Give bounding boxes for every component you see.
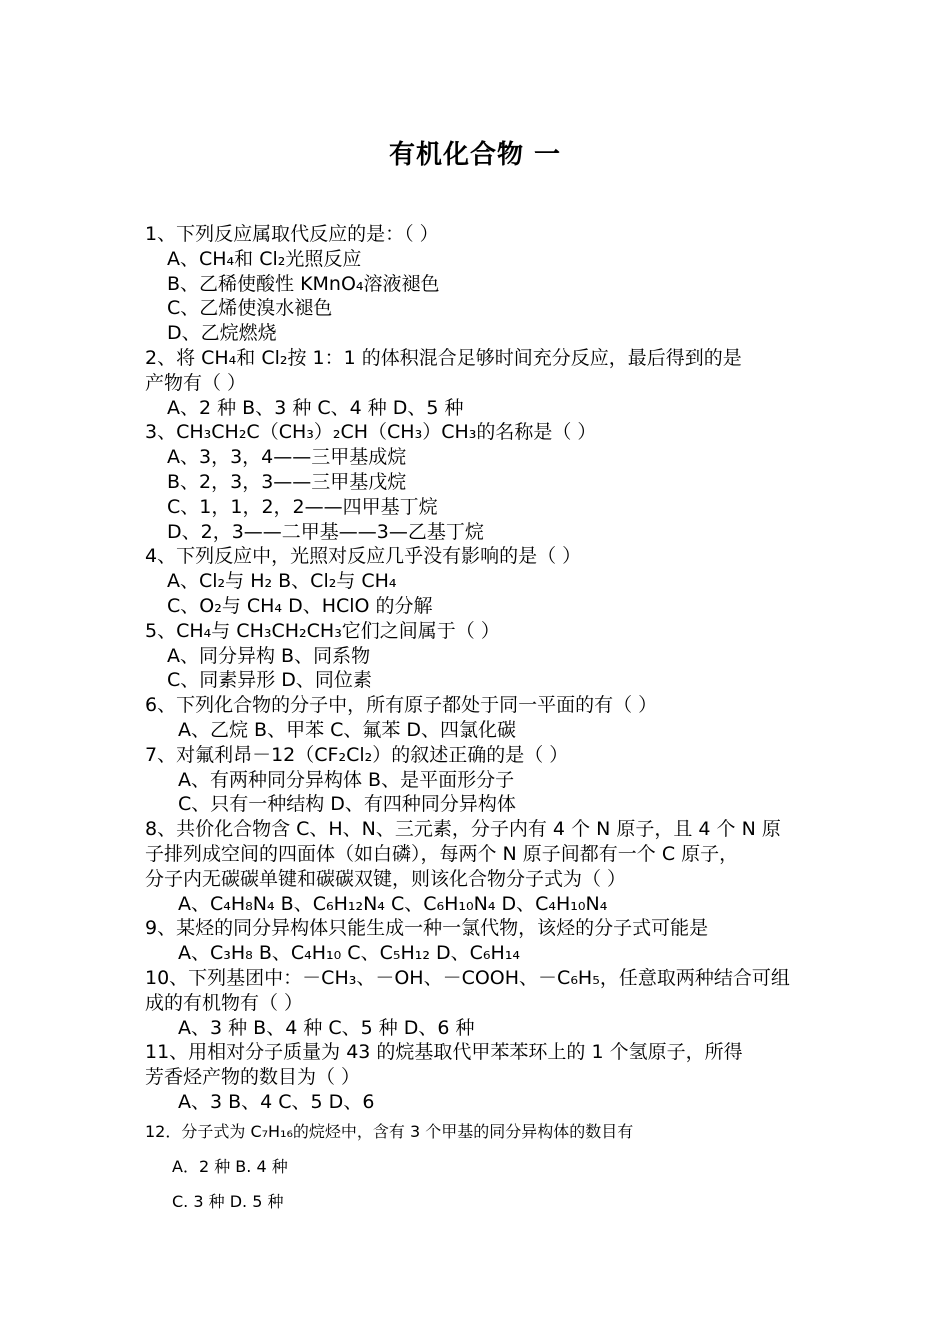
answer-option-line: A、3 种 B、4 种 C、5 种 D、6 种 [178,1016,475,1039]
answer-option-line: A、Cl₂与 H₂ B、Cl₂与 CH₄ [167,570,397,593]
question-line: 7、对氟利昂－12（CF₂Cl₂）的叙述正确的是（ ） [145,743,569,766]
question-line: 6、下列化合物的分子中，所有原子都处于同一平面的有（ ） [145,694,658,717]
answer-option-line: A、CH₄和 Cl₂光照反应 [167,247,362,270]
question-line: 2、将 CH₄和 Cl₂按 1：1 的体积混合足够时间充分反应，最后得到的是 [145,346,742,369]
question-12-options-cd: C. 3 种 D. 5 种 [172,1192,284,1211]
question-line: 8、共价化合物含 C、H、N、三元素，分子内有 4 个 N 原子，且 4 个 N 原 [145,818,781,841]
answer-option-line: A、C₃H₈ B、C₄H₁₀ C、C₅H₁₂ D、C₆H₁₄ [178,942,521,965]
question-line: 4、下列反应中，光照对反应几乎没有影响的是（ ） [145,545,582,568]
answer-option-line: D、2，3——二甲基——3—乙基丁烷 [167,520,484,543]
page-title: 有机化合物 一 [388,140,562,170]
question-12-stem: 12．分子式为 C₇H₁₆的烷烃中，含有 3 个甲基的同分异构体的数目有 [145,1122,634,1141]
question-line: 5、CH₄与 CH₃CH₂CH₃它们之间属于（ ） [145,619,500,642]
answer-option-line: C、1，1，2，2——四甲基丁烷 [167,495,438,518]
question-line: 分子内无碳碳单键和碳碳双键，则该化合物分子式为（ ） [145,867,627,890]
answer-option-line: D、乙烷燃烧 [167,322,277,345]
answer-option-line: A、有两种同分异构体 B、是平面形分子 [178,768,515,791]
answer-option-line: A、同分异构 B、同系物 [167,644,371,667]
question-12-options-ab: A．2 种 B. 4 种 [172,1157,288,1176]
answer-option-line: C、只有一种结构 D、有四种同分异构体 [178,793,516,816]
question-line: 子排列成空间的四面体（如白磷），每两个 N 原子间都有一个 C 原子， [145,842,739,865]
answer-option-line: C、乙烯使溴水褪色 [167,297,333,320]
answer-option-line: C、O₂与 CH₄ D、HClO 的分解 [167,594,433,617]
question-line: 3、CH₃CH₂C（CH₃）₂CH（CH₃）CH₃的名称是（ ） [145,421,597,444]
question-line: 10、下列基团中：－CH₃、－OH、－COOH、－C₆H₅，任意取两种结合可组 [145,966,790,989]
question-line: 成的有机物有（ ） [145,991,304,1014]
answer-option-line: B、乙稀使酸性 KMnO₄溶液褪色 [167,272,440,295]
answer-option-line: B、2，3，3——三甲基戊烷 [167,470,407,493]
answer-option-line: A、3，3，4——三甲基成烷 [167,446,407,469]
question-line: 9、某烃的同分异构体只能生成一种一氯代物，该烃的分子式可能是 [145,917,709,940]
question-line: 1、下列反应属取代反应的是：（ ） [145,223,439,245]
answer-option-line: C、同素异形 D、同位素 [167,669,372,692]
question-line: 产物有（ ） [145,371,247,394]
question-list [145,222,825,1115]
answer-option-line: A、3 B、4 C、5 D、6 [178,1090,375,1113]
answer-option-line: A、乙烷 B、甲苯 C、氟苯 D、四氯化碳 [178,718,517,741]
question-line: 11、用相对分子质量为 43 的烷基取代甲苯苯环上的 1 个氢原子，所得 [145,1041,743,1064]
answer-option-line: A、C₄H₈N₄ B、C₆H₁₂N₄ C、C₆H₁₀N₄ D、C₄H₁₀N₄ [178,892,608,915]
answer-option-line: A、2 种 B、3 种 C、4 种 D、5 种 [167,396,464,419]
question-line: 芳香烃产物的数目为（ ） [145,1066,361,1089]
